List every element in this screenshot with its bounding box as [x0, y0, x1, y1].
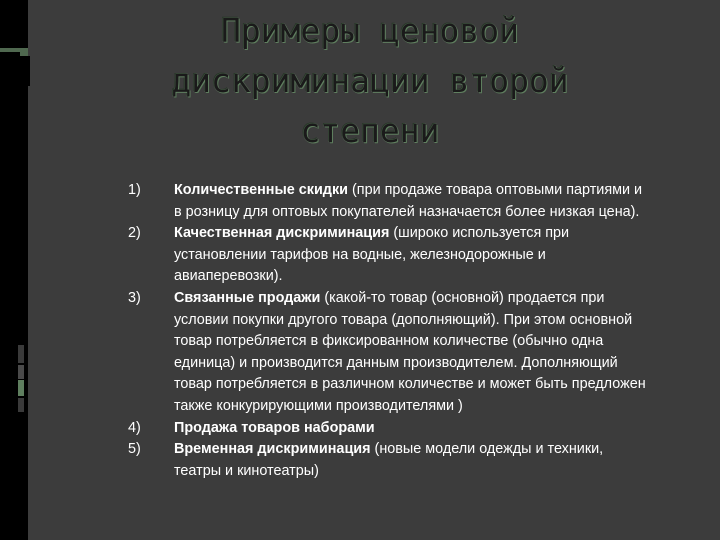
item-heading: Временная дискриминация [174, 441, 371, 458]
item-text: (новые модели одежды и техники, театры и кинотеатры) [174, 441, 604, 479]
item-heading: Продажа товаров наборами [174, 419, 375, 436]
list-item-1 [128, 180, 648, 223]
slide-title: Примеры ценовой дискриминации второй степени [171, 11, 569, 150]
item-number: 3) [128, 289, 141, 306]
list-item-5 [128, 439, 648, 482]
item-number: 5) [128, 441, 141, 458]
item-text: (при продаже товара оптовыми партиями и в розницу для оптовых покупателей назначается более низкая цена). [174, 182, 643, 220]
item-list [128, 180, 648, 482]
decor-stripe-a [18, 345, 24, 363]
item-heading: Количественные скидки [174, 182, 348, 198]
list-item-2 [128, 223, 648, 288]
decor-stripe-b [18, 365, 24, 379]
item-text: (какой-то товар (основной) продается при условии покупки другого товара (дополняющий). При этом основной товар потребляется в фиксированном количестве (обычно одна единица) и производится данным производителем. Дополняющий товар потребляется в различном количестве и может быть предложен также конкурирующими производителями ) [174, 289, 646, 414]
decor-stripe-black-block [16, 56, 30, 86]
list-item-3 [128, 288, 648, 418]
decor-stripe-d [18, 398, 24, 412]
decor-stripe-c [18, 380, 24, 396]
item-heading: Качественная дискриминация [174, 225, 390, 242]
item-number: 4) [128, 419, 141, 436]
item-number: 2) [128, 225, 141, 242]
item-number: 1) [128, 182, 141, 198]
item-heading: Связанные продажи [174, 289, 321, 306]
list-item-4 [128, 418, 648, 440]
item-text: (широко используется при установлении тарифов на водные, железнодорожные и авиаперевозки). [174, 225, 570, 285]
